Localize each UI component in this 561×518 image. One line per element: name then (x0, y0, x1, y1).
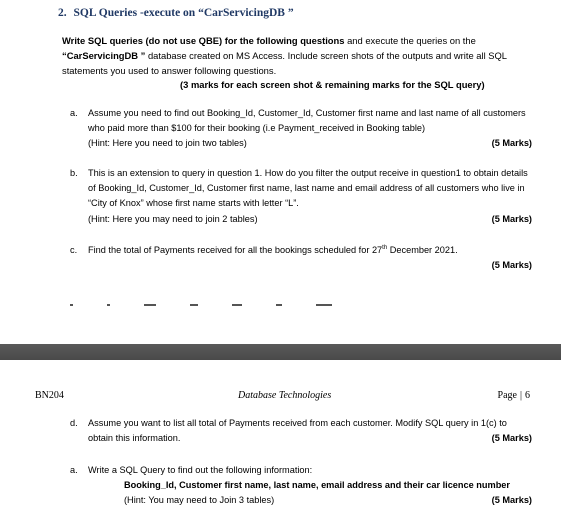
section-heading (58, 7, 294, 19)
clipped-text-fragment (70, 296, 390, 306)
question-b (70, 166, 532, 227)
instructions-text-2: database created on MS Access. Include screen shots of the outputs and write all SQL statements you used to answer following questions. (62, 50, 507, 77)
question-letter: d. (70, 418, 78, 428)
instructions-text-1: and execute the queries on the (344, 35, 476, 46)
question-d-marks-row (70, 431, 532, 446)
question-a (70, 106, 532, 152)
question-marks: (5 Marks) (491, 138, 532, 149)
instructions-paragraph (62, 33, 534, 79)
page-separator: | (519, 390, 522, 401)
question-marks: (5 Marks) (491, 213, 532, 224)
marks-note: (3 marks for each screen shot & remaining marks for the SQL query) (180, 79, 485, 90)
question-text: This is an extension to query in question 1. How do you filter the output receive in question1 to obtain details of Booking_Id, Customer_Id, Customer first name, last name and email address of all customers who live in “City of Knox” whose first name starts with letter “L”. (88, 168, 528, 209)
page-indicator (498, 390, 530, 401)
instructions-db-name: “CarServicingDB ” (62, 50, 146, 62)
page-break-gap (0, 344, 561, 360)
question-letter: a. (70, 108, 78, 118)
question-a-part2 (70, 463, 532, 509)
page-number: 6 (525, 390, 530, 401)
question-text: Find the total of Payments received for all the bookings scheduled for 27th December 2021. (88, 244, 458, 255)
ordinal-suffix: th (382, 244, 388, 251)
section-title: SQL Queries -execute on “CarServicingDB ” (73, 7, 294, 19)
question-text: Assume you need to find out Booking_Id, Customer_Id, Customer first name and last name of all customers who paid more than $100 for their booking (i.e Payment_received in Booking table) (88, 108, 526, 134)
course-title: Database Technologies (238, 390, 332, 401)
question-marks: (5 Marks) (491, 495, 532, 506)
page-label: Page (497, 390, 517, 401)
question-hint: (Hint: You may need to Join 3 tables) (124, 495, 275, 506)
question-text: Assume you want to list all total of Payments received from each customer. Modify SQL query in 1(c) to obtain this information. (88, 418, 507, 444)
question-hint: (Hint: Here you may need to join 2 tables) (88, 213, 258, 224)
question-marks: (5 Marks) (491, 260, 532, 271)
question-letter: b. (70, 168, 78, 178)
question-letter: c. (70, 245, 78, 255)
section-number: 2. (58, 7, 67, 19)
course-code: BN204 (35, 390, 64, 401)
instructions-bold-lead: Write SQL queries (do not use QBE) for the following questions (62, 35, 345, 46)
question-c (70, 243, 532, 273)
question-text: Write a SQL Query to find out the following information: (88, 465, 313, 475)
question-hint: (Hint: Here you need to join two tables) (88, 138, 247, 149)
question-bold-line: Booking_Id, Customer first name, last name, email address and their car licence number (124, 480, 510, 491)
question-marks: (5 Marks) (491, 433, 532, 443)
question-letter: a. (70, 465, 78, 475)
